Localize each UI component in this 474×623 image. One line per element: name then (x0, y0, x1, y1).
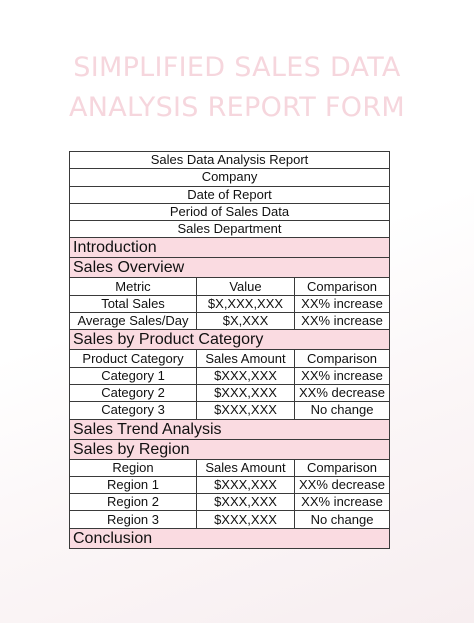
table-cell[interactable]: $XXX,XXX (197, 384, 295, 401)
column-header: Comparison (295, 459, 390, 476)
report-form-table (69, 151, 390, 549)
table-cell[interactable]: XX% increase (295, 313, 390, 330)
table-cell[interactable]: XX% increase (295, 295, 390, 312)
table-cell[interactable]: Region 3 (70, 511, 197, 528)
table-row (70, 476, 390, 493)
column-header: Product Category (70, 350, 197, 367)
column-header: Metric (70, 278, 197, 295)
table-cell[interactable]: No change (295, 511, 390, 528)
table-cell[interactable]: $XXX,XXX (197, 494, 295, 511)
section-heading-sales-trend (70, 419, 390, 439)
table-row (70, 511, 390, 528)
table-cell[interactable]: $XXX,XXX (197, 511, 295, 528)
table-row (70, 367, 390, 384)
column-header: Sales Amount (197, 350, 295, 367)
table-row (70, 295, 390, 312)
table-row (70, 494, 390, 511)
header-row (70, 169, 390, 186)
table-cell[interactable]: $XXX,XXX (197, 402, 295, 419)
company-cell[interactable]: Company (70, 169, 390, 186)
column-header: Comparison (295, 350, 390, 367)
table-cell[interactable]: $X,XXX,XXX (197, 295, 295, 312)
table-cell[interactable]: Category 3 (70, 402, 197, 419)
table-cell[interactable]: $XXX,XXX (197, 476, 295, 493)
table-cell[interactable]: Category 2 (70, 384, 197, 401)
table-cell[interactable]: Total Sales (70, 295, 197, 312)
table-header-row (70, 350, 390, 367)
department-cell[interactable]: Sales Department (70, 221, 390, 238)
table-cell[interactable]: $XXX,XXX (197, 367, 295, 384)
table-cell[interactable]: Region 2 (70, 494, 197, 511)
section-label[interactable]: Sales by Region (70, 439, 390, 459)
table-cell[interactable]: XX% increase (295, 494, 390, 511)
section-label[interactable]: Sales by Product Category (70, 330, 390, 350)
page-title-line-2: ANALYSIS REPORT FORM (69, 92, 405, 123)
period-cell[interactable]: Period of Sales Data (70, 203, 390, 220)
page-title-line-1: SIMPLIFIED SALES DATA (73, 52, 401, 83)
header-row (70, 152, 390, 169)
table-cell[interactable]: Region 1 (70, 476, 197, 493)
page-title (0, 48, 474, 128)
table-cell[interactable]: Category 1 (70, 367, 197, 384)
column-header: Value (197, 278, 295, 295)
header-row (70, 203, 390, 220)
table-header-row (70, 278, 390, 295)
section-heading-introduction (70, 238, 390, 258)
column-header: Region (70, 459, 197, 476)
column-header: Comparison (295, 278, 390, 295)
table-cell[interactable]: Average Sales/Day (70, 313, 197, 330)
header-row (70, 221, 390, 238)
table-cell[interactable]: XX% increase (295, 367, 390, 384)
section-heading-sales-by-product (70, 330, 390, 350)
section-heading-conclusion (70, 528, 390, 548)
table-cell[interactable]: No change (295, 402, 390, 419)
table-header-row (70, 459, 390, 476)
section-heading-sales-by-region (70, 439, 390, 459)
table-cell[interactable]: $X,XXX (197, 313, 295, 330)
section-label[interactable]: Sales Overview (70, 258, 390, 278)
table-row (70, 313, 390, 330)
section-label[interactable]: Conclusion (70, 528, 390, 548)
section-label[interactable]: Sales Trend Analysis (70, 419, 390, 439)
section-label[interactable]: Introduction (70, 238, 390, 258)
header-row (70, 186, 390, 203)
table-row (70, 384, 390, 401)
column-header: Sales Amount (197, 459, 295, 476)
section-heading-sales-overview (70, 258, 390, 278)
table-row (70, 402, 390, 419)
date-of-report-cell[interactable]: Date of Report (70, 186, 390, 203)
report-name-cell[interactable]: Sales Data Analysis Report (70, 152, 390, 169)
table-cell[interactable]: XX% decrease (295, 384, 390, 401)
table-cell[interactable]: XX% decrease (295, 476, 390, 493)
